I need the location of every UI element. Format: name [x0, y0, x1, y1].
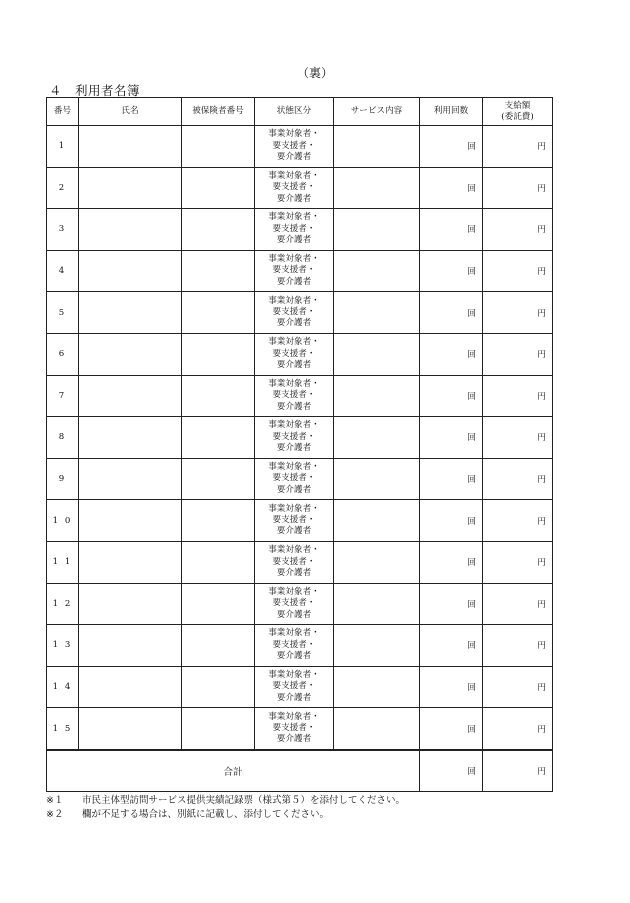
- count-unit: 回: [467, 683, 476, 694]
- status-option: 要支援者・: [272, 639, 316, 650]
- name-cell[interactable]: [79, 500, 182, 542]
- payment-amount-cell[interactable]: [483, 126, 553, 168]
- count-unit: 回: [467, 225, 476, 236]
- yen-unit: 円: [537, 558, 546, 569]
- status-option: 要介護者: [276, 484, 312, 495]
- table-row: [47, 250, 553, 292]
- usage-count-cell[interactable]: [420, 375, 483, 417]
- count-unit: 回: [467, 267, 476, 278]
- usage-count-cell[interactable]: [420, 625, 483, 667]
- count-unit: 回: [467, 391, 476, 402]
- status-cell[interactable]: [255, 708, 334, 750]
- row-number: 5: [47, 292, 79, 334]
- usage-count-cell[interactable]: [420, 333, 483, 375]
- status-option: 事業対象者・: [268, 295, 320, 306]
- count-unit: 回: [467, 766, 476, 777]
- row-number: 7: [47, 375, 79, 417]
- note-2: [46, 806, 329, 820]
- status-option: 要支援者・: [272, 182, 316, 193]
- row-number: 4: [47, 250, 79, 292]
- status-cell[interactable]: [255, 209, 334, 251]
- status-option: 要支援者・: [272, 307, 316, 317]
- row-number: 2: [47, 167, 79, 209]
- insured-number-cell[interactable]: [182, 500, 255, 542]
- payment-amount-cell[interactable]: [483, 500, 553, 542]
- status-option: 要支援者・: [272, 514, 316, 525]
- table-row: [47, 583, 553, 625]
- header-row: [47, 98, 553, 126]
- row-number: 1 1: [47, 541, 79, 583]
- insured-number-cell[interactable]: [182, 250, 255, 292]
- status-cell[interactable]: [255, 583, 334, 625]
- header-insured-number: 被保険者番号: [182, 98, 255, 126]
- status-cell[interactable]: [255, 666, 334, 708]
- service-content-cell[interactable]: [334, 541, 420, 583]
- name-cell[interactable]: [79, 375, 182, 417]
- count-unit: 回: [467, 599, 476, 610]
- status-option: 要支援者・: [272, 473, 316, 484]
- status-option: 要支援者・: [272, 598, 316, 609]
- header-number: 番号: [47, 98, 79, 126]
- status-cell[interactable]: [255, 458, 334, 500]
- payment-amount-cell[interactable]: [483, 250, 553, 292]
- usage-count-cell[interactable]: [420, 500, 483, 542]
- status-option: 要介護者: [276, 692, 312, 703]
- status-option: 事業対象者・: [268, 628, 320, 639]
- status-option: 要支援者・: [272, 390, 316, 401]
- status-option: 事業対象者・: [268, 670, 320, 680]
- insured-number-cell[interactable]: [182, 333, 255, 375]
- row-number: 1: [47, 126, 79, 168]
- name-cell[interactable]: [79, 541, 182, 583]
- status-option: 事業対象者・: [268, 378, 320, 389]
- yen-unit: 円: [537, 516, 546, 527]
- service-content-cell[interactable]: [334, 375, 420, 417]
- service-content-cell[interactable]: [334, 583, 420, 625]
- usage-count-cell[interactable]: [420, 292, 483, 334]
- header-name: 氏名: [79, 98, 182, 126]
- usage-count-cell[interactable]: [420, 708, 483, 750]
- usage-count-cell[interactable]: [420, 666, 483, 708]
- header-payment-line2: (委託費): [501, 111, 534, 122]
- note-1-text: 市民主体型訪問サービス提供実績記録票（様式第５）を添付してください。: [82, 795, 406, 806]
- service-content-cell[interactable]: [334, 417, 420, 459]
- usage-count-cell[interactable]: [420, 250, 483, 292]
- yen-unit: 円: [537, 724, 546, 735]
- count-unit: 回: [467, 183, 476, 194]
- status-option: 要支援者・: [272, 265, 316, 276]
- name-cell[interactable]: [79, 708, 182, 750]
- note-2-text: 欄が不足する場合は、別紙に記載し、添付してください。: [82, 809, 330, 820]
- status-option: 要介護者: [276, 401, 312, 412]
- name-cell[interactable]: [79, 625, 182, 667]
- usage-count-cell[interactable]: [420, 209, 483, 251]
- service-content-cell[interactable]: [334, 458, 420, 500]
- total-amount-cell[interactable]: [483, 750, 553, 792]
- row-number: 1 2: [47, 583, 79, 625]
- total-label: 合計: [47, 750, 420, 792]
- user-roster-table: [46, 97, 553, 792]
- header-payment-line1: 支給額: [504, 100, 531, 111]
- insured-number-cell[interactable]: [182, 292, 255, 334]
- insured-number-cell[interactable]: [182, 625, 255, 667]
- status-option: 要介護者: [276, 567, 312, 578]
- payment-amount-cell[interactable]: [483, 541, 553, 583]
- yen-unit: 円: [537, 599, 546, 610]
- table-row: [47, 126, 553, 168]
- row-number: 1 3: [47, 625, 79, 667]
- status-option: 事業対象者・: [268, 337, 320, 348]
- table-row: [47, 708, 553, 750]
- insured-number-cell[interactable]: [182, 126, 255, 168]
- status-option: 要介護者: [276, 318, 312, 329]
- service-content-cell[interactable]: [334, 333, 420, 375]
- status-cell[interactable]: [255, 292, 334, 334]
- table-row: [47, 292, 553, 334]
- name-cell[interactable]: [79, 250, 182, 292]
- yen-unit: 円: [537, 142, 546, 153]
- payment-amount-cell[interactable]: [483, 708, 553, 750]
- status-option: 要支援者・: [272, 431, 316, 442]
- yen-unit: 円: [537, 766, 546, 777]
- count-unit: 回: [467, 350, 476, 361]
- row-number: 1 4: [47, 666, 79, 708]
- status-cell[interactable]: [255, 126, 334, 168]
- table-row: [47, 167, 553, 209]
- insured-number-cell[interactable]: [182, 417, 255, 459]
- yen-unit: 円: [537, 267, 546, 278]
- status-option: 事業対象者・: [268, 503, 320, 514]
- name-cell[interactable]: [79, 458, 182, 500]
- yen-unit: 円: [537, 641, 546, 652]
- status-option: 事業対象者・: [268, 711, 320, 722]
- service-content-cell[interactable]: [334, 209, 420, 251]
- status-option: 事業対象者・: [268, 545, 320, 556]
- status-option: 事業対象者・: [268, 254, 320, 265]
- service-content-cell[interactable]: [334, 250, 420, 292]
- roster-body: [47, 126, 553, 792]
- status-option: 事業対象者・: [268, 212, 320, 223]
- row-number: 6: [47, 333, 79, 375]
- table-row: [47, 333, 553, 375]
- table-row: [47, 541, 553, 583]
- usage-count-cell[interactable]: [420, 417, 483, 459]
- header-status: 状態区分: [255, 98, 334, 126]
- row-number: 1 0: [47, 500, 79, 542]
- row-number: 9: [47, 458, 79, 500]
- name-cell[interactable]: [79, 333, 182, 375]
- service-content-cell[interactable]: [334, 126, 420, 168]
- count-unit: 回: [467, 641, 476, 652]
- payment-amount-cell[interactable]: [483, 333, 553, 375]
- name-cell[interactable]: [79, 209, 182, 251]
- status-option: 要介護者: [276, 609, 312, 620]
- count-unit: 回: [467, 475, 476, 486]
- status-option: 要介護者: [276, 734, 312, 745]
- yen-unit: 円: [537, 183, 546, 194]
- payment-amount-cell[interactable]: [483, 666, 553, 708]
- service-content-cell[interactable]: [334, 292, 420, 334]
- page-side-label: （裏）: [296, 66, 333, 80]
- status-cell[interactable]: [255, 375, 334, 417]
- service-content-cell[interactable]: [334, 666, 420, 708]
- header-usage-count: 利用回数: [420, 98, 483, 126]
- name-cell[interactable]: [79, 167, 182, 209]
- insured-number-cell[interactable]: [182, 708, 255, 750]
- status-option: 事業対象者・: [268, 420, 320, 431]
- table-row: [47, 458, 553, 500]
- status-cell[interactable]: [255, 333, 334, 375]
- payment-amount-cell[interactable]: [483, 375, 553, 417]
- status-option: 要介護者: [276, 443, 312, 454]
- status-cell[interactable]: [255, 541, 334, 583]
- status-option: 要介護者: [276, 276, 312, 287]
- insured-number-cell[interactable]: [182, 167, 255, 209]
- yen-unit: 円: [537, 350, 546, 361]
- table-row: [47, 375, 553, 417]
- status-option: 要支援者・: [272, 681, 316, 692]
- payment-amount-cell[interactable]: [483, 417, 553, 459]
- row-number: 8: [47, 417, 79, 459]
- status-cell[interactable]: [255, 417, 334, 459]
- payment-amount-cell[interactable]: [483, 458, 553, 500]
- service-content-cell[interactable]: [334, 708, 420, 750]
- name-cell[interactable]: [79, 583, 182, 625]
- count-unit: 回: [467, 558, 476, 569]
- payment-amount-cell[interactable]: [483, 292, 553, 334]
- yen-unit: 円: [537, 225, 546, 236]
- service-content-cell[interactable]: [334, 167, 420, 209]
- service-content-cell[interactable]: [334, 500, 420, 542]
- table-row: [47, 417, 553, 459]
- payment-amount-cell[interactable]: [483, 625, 553, 667]
- insured-number-cell[interactable]: [182, 209, 255, 251]
- status-cell[interactable]: [255, 625, 334, 667]
- count-unit: 回: [467, 516, 476, 527]
- payment-amount-cell[interactable]: [483, 209, 553, 251]
- status-option: 要支援者・: [272, 348, 316, 359]
- row-number: 1 5: [47, 708, 79, 750]
- section-title: ４ 利用者名簿: [49, 83, 141, 98]
- header-service: サービス内容: [334, 98, 420, 126]
- yen-unit: 円: [537, 683, 546, 694]
- status-option: 要介護者: [276, 651, 312, 662]
- status-option: 事業対象者・: [268, 170, 320, 181]
- status-option: 要介護者: [276, 526, 312, 537]
- table-row: [47, 500, 553, 542]
- name-cell[interactable]: [79, 417, 182, 459]
- note-1-mark: ※１: [46, 795, 64, 806]
- payment-amount-cell[interactable]: [483, 583, 553, 625]
- status-option: 要支援者・: [272, 140, 316, 151]
- name-cell[interactable]: [79, 666, 182, 708]
- status-option: 要介護者: [276, 235, 312, 246]
- count-unit: 回: [467, 308, 476, 319]
- note-1: [46, 792, 405, 806]
- table-row: [47, 666, 553, 708]
- status-option: 事業対象者・: [268, 462, 320, 473]
- status-cell[interactable]: [255, 500, 334, 542]
- table-row: [47, 209, 553, 251]
- insured-number-cell[interactable]: [182, 666, 255, 708]
- usage-count-cell[interactable]: [420, 458, 483, 500]
- status-cell[interactable]: [255, 250, 334, 292]
- status-option: 事業対象者・: [268, 129, 320, 140]
- insured-number-cell[interactable]: [182, 541, 255, 583]
- usage-count-cell[interactable]: [420, 541, 483, 583]
- payment-amount-cell[interactable]: [483, 167, 553, 209]
- yen-unit: 円: [537, 433, 546, 444]
- status-option: 要支援者・: [272, 223, 316, 234]
- yen-unit: 円: [537, 308, 546, 319]
- status-cell[interactable]: [255, 167, 334, 209]
- status-option: 要介護者: [276, 151, 312, 162]
- name-cell[interactable]: [79, 126, 182, 168]
- count-unit: 回: [467, 142, 476, 153]
- total-row: [47, 750, 553, 792]
- insured-number-cell[interactable]: [182, 375, 255, 417]
- status-option: 事業対象者・: [268, 586, 320, 597]
- usage-count-cell[interactable]: [420, 126, 483, 168]
- insured-number-cell[interactable]: [182, 458, 255, 500]
- total-count-cell[interactable]: [420, 750, 483, 792]
- status-option: 要支援者・: [272, 556, 316, 567]
- status-option: 要介護者: [276, 359, 312, 370]
- row-number: 3: [47, 209, 79, 251]
- status-option: 要支援者・: [272, 722, 316, 733]
- header-payment: [483, 98, 553, 126]
- count-unit: 回: [467, 433, 476, 444]
- usage-count-cell[interactable]: [420, 583, 483, 625]
- yen-unit: 円: [537, 391, 546, 402]
- status-option: 要介護者: [276, 193, 312, 204]
- insured-number-cell[interactable]: [182, 583, 255, 625]
- service-content-cell[interactable]: [334, 625, 420, 667]
- name-cell[interactable]: [79, 292, 182, 334]
- table-row: [47, 625, 553, 667]
- count-unit: 回: [467, 724, 476, 735]
- note-2-mark: ※２: [46, 809, 64, 820]
- yen-unit: 円: [537, 475, 546, 486]
- usage-count-cell[interactable]: [420, 167, 483, 209]
